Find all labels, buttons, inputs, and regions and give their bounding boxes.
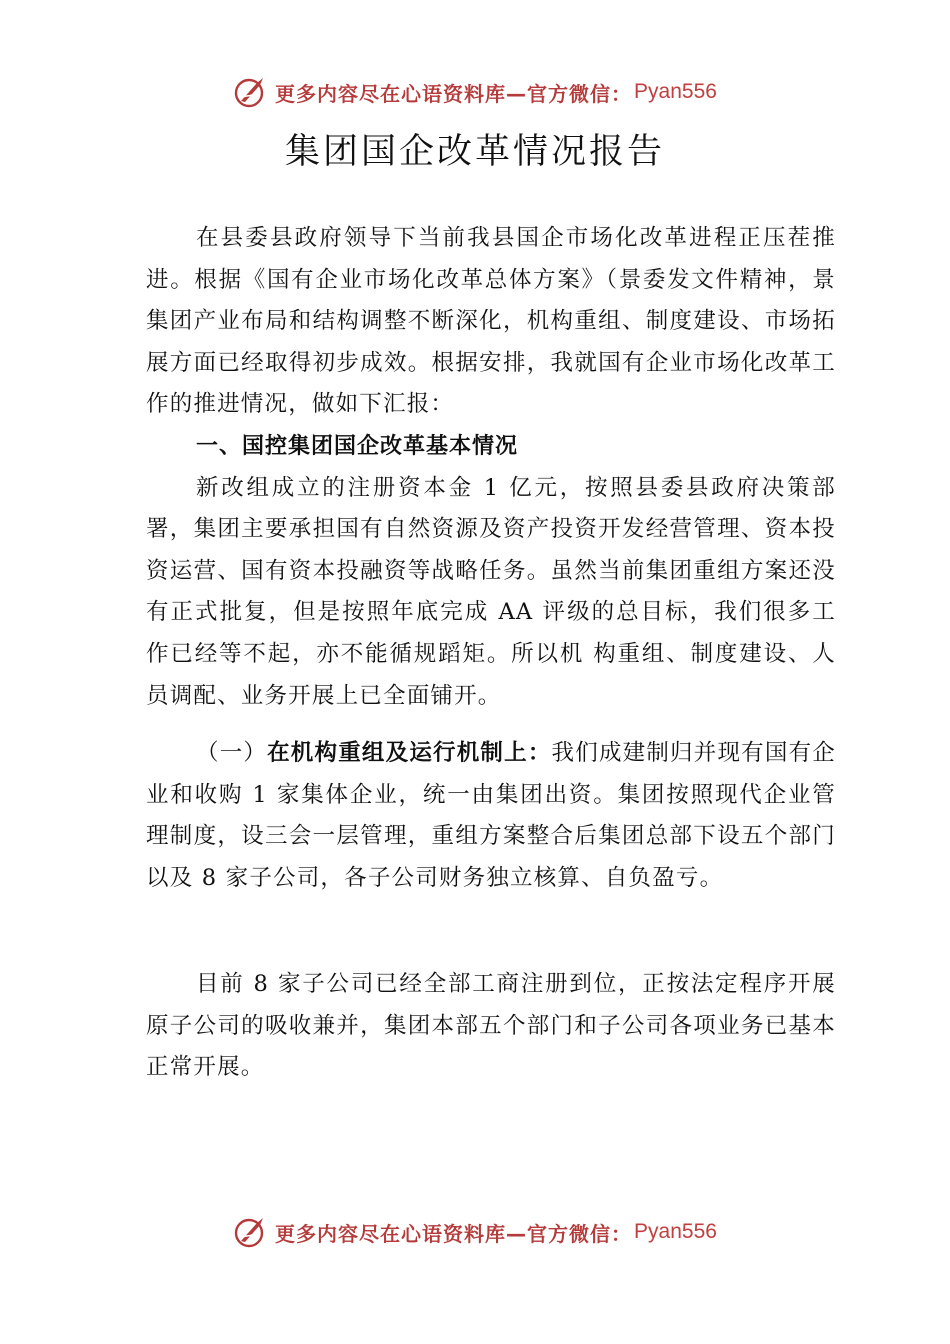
header-banner [0,72,950,112]
paragraph-current-status: 目前 8 家子公司已经全部工商注册到位，正按法定程序开展原子公司的吸收兼并，集团本部五个部门和子公司各项业务已基本正常开展。 [146,971,836,1081]
header-banner-id: Pyan556 [634,80,717,103]
pen-logo-icon [233,1215,269,1249]
closing-section [146,964,836,1089]
pen-logo-icon [233,75,269,109]
document-body [146,218,836,717]
document-title: 集团国企改革情况报告 [284,132,665,172]
subsection-1 [146,733,836,899]
subsection-heading: 在机构重组及运行机制上： [267,740,552,766]
subsection-prefix: （一） [196,740,268,766]
footer-banner-text: 更多内容尽在心语资料库—官方微信： [275,1221,633,1246]
footer-banner-id: Pyan556 [634,1220,717,1243]
section-heading-1: 一、国控集团国企改革基本情况 [196,433,519,459]
header-banner-text: 更多内容尽在心语资料库—官方微信： [275,81,633,106]
paragraph-intro: 在县委县政府领导下当前我县国企市场化改革进程正压茬推进。根据《国有企业市场化改革总体方案》（景委发文件精神，景集团产业布局和结构调整不断深化，机构重组、制度建设、市场拓展方面已经取得初步成效。根据安排，我就国有企业市场化改革工作的推进情况，做如下汇报： [146,225,836,418]
subsection-text: 我们成建制归并现有国有企业和收购 1 家集体企业，统一由集团出资。集团按照现代企业管理制度，设三会一层管理，重组方案整合后集团总部下设五个部门以及 8 家子公司，各子公司财务独立核算、自负盈亏。 [146,740,836,891]
paragraph-subsection-1 [146,733,836,899]
footer-banner [0,1212,950,1252]
paragraph-basic-situation: 新改组成立的注册资本金 1 亿元，按照县委县政府决策部署，集团主要承担国有自然资源及资产投资开发经营管理、资本投资运营、国有资本投融资等战略任务。虽然当前集团重组方案还没有正式批复，但是按照年底完成 AA 评级的总目标，我们很多工作已经等不起，亦不能循规蹈矩。所以机 构重组、制度建设、人员调配、业务开展上已全面铺开。 [146,474,836,709]
